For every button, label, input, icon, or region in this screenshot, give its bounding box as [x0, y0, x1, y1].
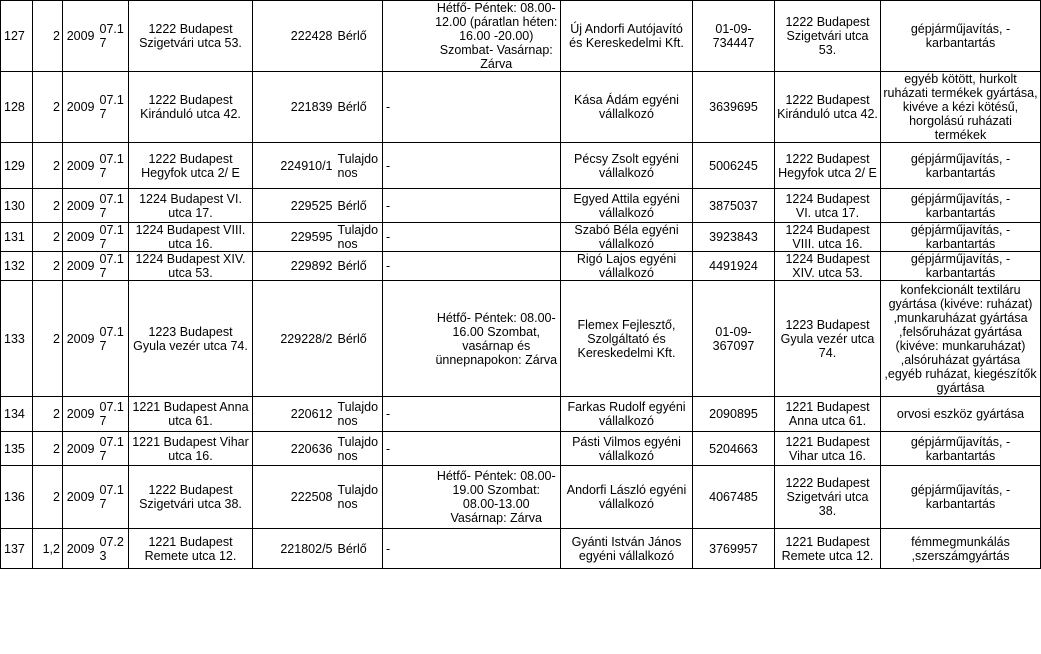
cell-opening-hours — [433, 143, 561, 189]
cell-registration-number: 3769957 — [693, 529, 775, 569]
cell-category-number: 2 — [33, 143, 63, 189]
table-row — [1, 1, 1041, 72]
table-row — [1, 223, 1041, 252]
cell-operator: Szabó Béla egyéni vállalkozó — [561, 223, 693, 252]
cell-year: 2009 — [63, 281, 97, 397]
cell-row-number: 129 — [1, 143, 33, 189]
cell-site-address: 1221 Budapest Anna utca 61. — [775, 397, 881, 432]
cell-activity: gépjárműjavítás, -karbantartás — [881, 466, 1041, 529]
cell-opening-hours-or-dash: - — [383, 432, 433, 466]
cell-opening-hours — [433, 397, 561, 432]
cell-address: 1222 Budapest Szigetvári utca 38. — [129, 466, 253, 529]
cell-row-number: 134 — [1, 397, 33, 432]
cell-operator: Gyánti István János egyéni vállalkozó — [561, 529, 693, 569]
cell-opening-hours-or-dash: - — [383, 189, 433, 223]
cell-activity: fémmegmunkálás ,szerszámgyártás — [881, 529, 1041, 569]
cell-opening-hours: Hétfő- Péntek: 08.00-12.00 (páratlan héten: 16.00 -20.00) Szombat- Vasárnap: Zárva — [433, 1, 561, 72]
cell-date: 07.17 — [97, 252, 129, 281]
table-row — [1, 252, 1041, 281]
cell-year: 2009 — [63, 189, 97, 223]
cell-address: 1221 Budapest Remete utca 12. — [129, 529, 253, 569]
cell-lot-number: 229595 — [253, 223, 335, 252]
cell-date: 07.17 — [97, 397, 129, 432]
cell-lot-number: 222508 — [253, 466, 335, 529]
cell-opening-hours — [433, 252, 561, 281]
cell-activity: gépjárműjavítás, -karbantartás — [881, 143, 1041, 189]
cell-category-number: 2 — [33, 281, 63, 397]
cell-year: 2009 — [63, 223, 97, 252]
cell-year: 2009 — [63, 432, 97, 466]
cell-category-number: 2 — [33, 223, 63, 252]
cell-tenure: Tulajdonos — [335, 143, 383, 189]
cell-category-number: 2 — [33, 252, 63, 281]
cell-date: 07.17 — [97, 432, 129, 466]
cell-tenure: Bérlő — [335, 252, 383, 281]
cell-address: 1224 Budapest VIII. utca 16. — [129, 223, 253, 252]
cell-row-number: 130 — [1, 189, 33, 223]
cell-opening-hours — [433, 189, 561, 223]
cell-year: 2009 — [63, 397, 97, 432]
cell-registration-number: 5204663 — [693, 432, 775, 466]
cell-address: 1223 Budapest Gyula vezér utca 74. — [129, 281, 253, 397]
cell-opening-hours — [433, 529, 561, 569]
cell-opening-hours-or-dash — [383, 1, 433, 72]
cell-site-address: 1222 Budapest Szigetvári utca 38. — [775, 466, 881, 529]
table-row — [1, 143, 1041, 189]
cell-site-address: 1221 Budapest Vihar utca 16. — [775, 432, 881, 466]
cell-tenure: Bérlő — [335, 72, 383, 143]
cell-activity: gépjárműjavítás, -karbantartás — [881, 432, 1041, 466]
cell-opening-hours: Hétfő- Péntek: 08.00-19.00 Szombat: 08.00-13.00 Vasárnap: Zárva — [433, 466, 561, 529]
cell-registration-number: 3875037 — [693, 189, 775, 223]
cell-tenure: Tulajdonos — [335, 432, 383, 466]
cell-row-number: 136 — [1, 466, 33, 529]
cell-lot-number: 222428 — [253, 1, 335, 72]
cell-year: 2009 — [63, 252, 97, 281]
cell-registration-number: 5006245 — [693, 143, 775, 189]
cell-row-number: 127 — [1, 1, 33, 72]
cell-row-number: 135 — [1, 432, 33, 466]
cell-opening-hours-or-dash: - — [383, 143, 433, 189]
cell-tenure: Tulajdonos — [335, 466, 383, 529]
table-row — [1, 466, 1041, 529]
cell-registration-number: 4067485 — [693, 466, 775, 529]
cell-date: 07.23 — [97, 529, 129, 569]
cell-row-number: 132 — [1, 252, 33, 281]
cell-site-address: 1222 Budapest Hegyfok utca 2/ E — [775, 143, 881, 189]
registry-table-body — [1, 1, 1041, 569]
cell-lot-number: 224910/1 — [253, 143, 335, 189]
cell-lot-number: 220612 — [253, 397, 335, 432]
cell-opening-hours-or-dash: - — [383, 529, 433, 569]
cell-activity: gépjárműjavítás, -karbantartás — [881, 223, 1041, 252]
cell-address: 1222 Budapest Hegyfok utca 2/ E — [129, 143, 253, 189]
cell-registration-number: 01-09-734447 — [693, 1, 775, 72]
cell-date: 07.17 — [97, 223, 129, 252]
cell-date: 07.17 — [97, 1, 129, 72]
cell-tenure: Bérlő — [335, 189, 383, 223]
cell-registration-number: 4491924 — [693, 252, 775, 281]
cell-address: 1221 Budapest Anna utca 61. — [129, 397, 253, 432]
cell-date: 07.17 — [97, 72, 129, 143]
cell-lot-number: 220636 — [253, 432, 335, 466]
cell-operator: Rigó Lajos egyéni vállalkozó — [561, 252, 693, 281]
cell-year: 2009 — [63, 72, 97, 143]
cell-site-address: 1222 Budapest Szigetvári utca 53. — [775, 1, 881, 72]
cell-year: 2009 — [63, 143, 97, 189]
cell-activity: gépjárműjavítás, -karbantartás — [881, 252, 1041, 281]
cell-operator: Pécsy Zsolt egyéni vállalkozó — [561, 143, 693, 189]
cell-site-address: 1223 Budapest Gyula vezér utca 74. — [775, 281, 881, 397]
cell-operator: Pásti Vilmos egyéni vállalkozó — [561, 432, 693, 466]
cell-site-address: 1224 Budapest VI. utca 17. — [775, 189, 881, 223]
cell-operator: Kása Ádám egyéni vállalkozó — [561, 72, 693, 143]
cell-tenure: Tulajdonos — [335, 397, 383, 432]
cell-opening-hours-or-dash — [383, 466, 433, 529]
cell-activity: gépjárműjavítás, -karbantartás — [881, 1, 1041, 72]
cell-address: 1221 Budapest Vihar utca 16. — [129, 432, 253, 466]
cell-tenure: Bérlő — [335, 281, 383, 397]
cell-category-number: 1,2 — [33, 529, 63, 569]
cell-activity: orvosi eszköz gyártása — [881, 397, 1041, 432]
cell-address: 1224 Budapest VI. utca 17. — [129, 189, 253, 223]
cell-date: 07.17 — [97, 281, 129, 397]
cell-registration-number: 3639695 — [693, 72, 775, 143]
cell-registration-number: 3923843 — [693, 223, 775, 252]
cell-opening-hours: Hétfő- Péntek: 08.00-16.00 Szombat, vasárnap és ünnepnapokon: Zárva — [433, 281, 561, 397]
cell-lot-number: 221839 — [253, 72, 335, 143]
cell-registration-number: 2090895 — [693, 397, 775, 432]
table-row — [1, 432, 1041, 466]
cell-opening-hours-or-dash: - — [383, 223, 433, 252]
cell-opening-hours — [433, 72, 561, 143]
cell-lot-number: 221802/5 — [253, 529, 335, 569]
cell-tenure: Bérlő — [335, 529, 383, 569]
cell-address: 1224 Budapest XIV. utca 53. — [129, 252, 253, 281]
cell-date: 07.17 — [97, 189, 129, 223]
table-row — [1, 281, 1041, 397]
cell-lot-number: 229228/2 — [253, 281, 335, 397]
cell-opening-hours-or-dash — [383, 281, 433, 397]
cell-tenure: Tulajdonos — [335, 223, 383, 252]
cell-category-number: 2 — [33, 397, 63, 432]
table-row — [1, 72, 1041, 143]
cell-date: 07.17 — [97, 466, 129, 529]
table-row — [1, 189, 1041, 223]
cell-operator: Andorfi László egyéni vállalkozó — [561, 466, 693, 529]
cell-year: 2009 — [63, 466, 97, 529]
cell-site-address: 1224 Budapest VIII. utca 16. — [775, 223, 881, 252]
cell-category-number: 2 — [33, 189, 63, 223]
cell-row-number: 133 — [1, 281, 33, 397]
cell-activity: konfekcionált textiláru gyártása (kivéve: ruházat) ,munkaruházat gyártása ,felsőruházat gyártása (kivéve: munkaruházat) ,alsóruházat gyártása ,egyéb ruházat, kiegészítők gyártása — [881, 281, 1041, 397]
cell-operator: Flemex Fejlesztő, Szolgáltató és Kereskedelmi Kft. — [561, 281, 693, 397]
cell-opening-hours-or-dash: - — [383, 72, 433, 143]
cell-category-number: 2 — [33, 432, 63, 466]
cell-address: 1222 Budapest Kiránduló utca 42. — [129, 72, 253, 143]
cell-tenure: Bérlő — [335, 1, 383, 72]
cell-opening-hours — [433, 223, 561, 252]
cell-activity: gépjárműjavítás, -karbantartás — [881, 189, 1041, 223]
cell-registration-number: 01-09-367097 — [693, 281, 775, 397]
cell-operator: Egyed Attila egyéni vállalkozó — [561, 189, 693, 223]
cell-year: 2009 — [63, 529, 97, 569]
cell-opening-hours-or-dash: - — [383, 252, 433, 281]
table-row — [1, 529, 1041, 569]
cell-lot-number: 229892 — [253, 252, 335, 281]
cell-opening-hours-or-dash: - — [383, 397, 433, 432]
cell-opening-hours — [433, 432, 561, 466]
cell-lot-number: 229525 — [253, 189, 335, 223]
cell-site-address: 1221 Budapest Remete utca 12. — [775, 529, 881, 569]
table-row — [1, 397, 1041, 432]
cell-date: 07.17 — [97, 143, 129, 189]
cell-site-address: 1222 Budapest Kiránduló utca 42. — [775, 72, 881, 143]
cell-row-number: 128 — [1, 72, 33, 143]
cell-address: 1222 Budapest Szigetvári utca 53. — [129, 1, 253, 72]
cell-operator: Farkas Rudolf egyéni vállalkozó — [561, 397, 693, 432]
cell-operator: Új Andorfi Autójavító és Kereskedelmi Kft. — [561, 1, 693, 72]
cell-row-number: 137 — [1, 529, 33, 569]
cell-row-number: 131 — [1, 223, 33, 252]
cell-category-number: 2 — [33, 72, 63, 143]
cell-activity: egyéb kötött, hurkolt ruházati termékek gyártása, kivéve a kézi kötésű, horgolású ruházati termékek — [881, 72, 1041, 143]
cell-category-number: 2 — [33, 1, 63, 72]
cell-year: 2009 — [63, 1, 97, 72]
cell-site-address: 1224 Budapest XIV. utca 53. — [775, 252, 881, 281]
cell-category-number: 2 — [33, 466, 63, 529]
